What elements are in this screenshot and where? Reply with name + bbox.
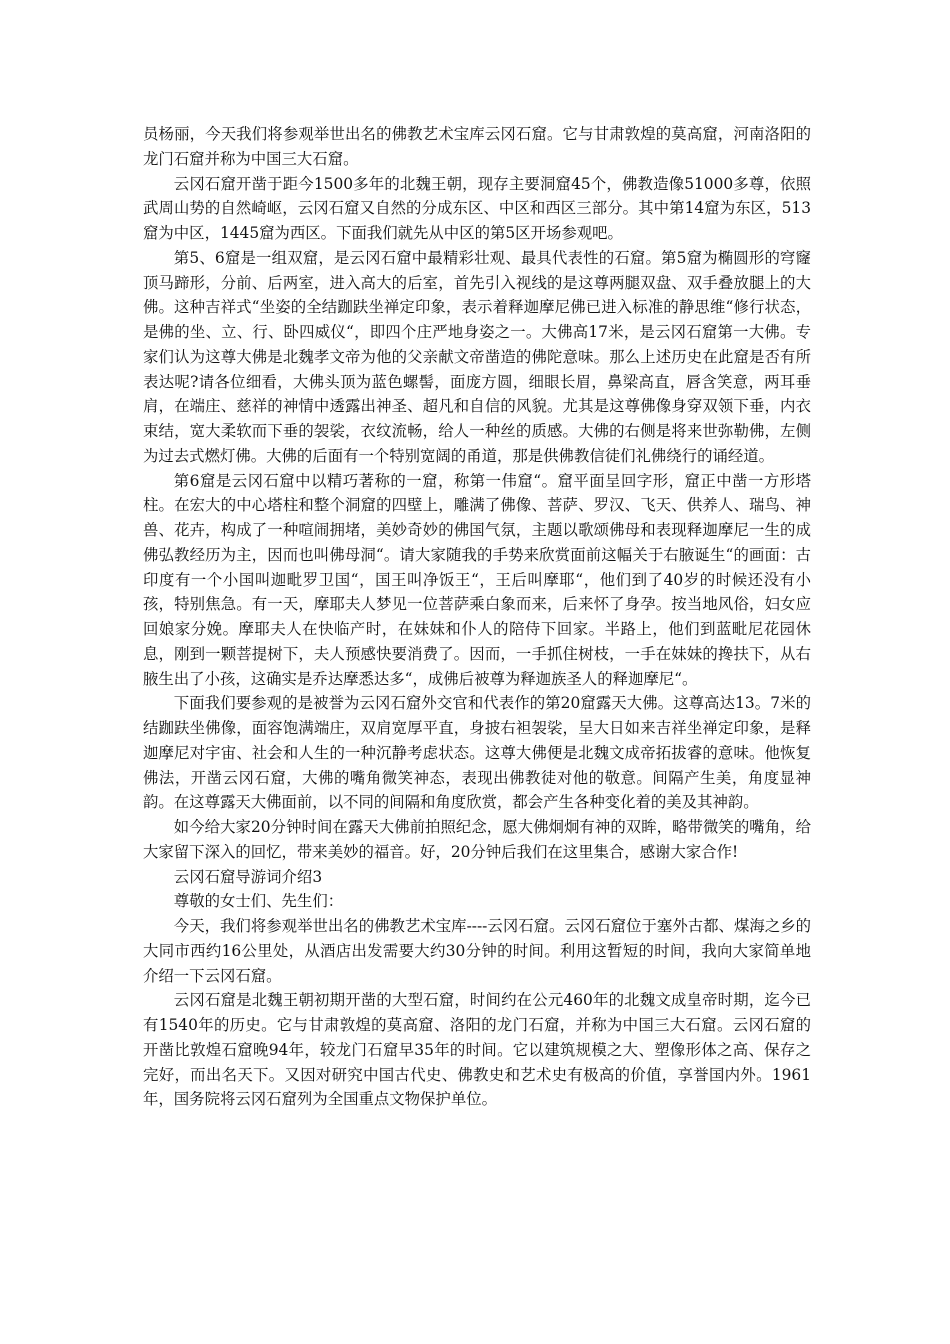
paragraph-2: 云冈石窟开凿于距今1500多年的北魏王朝，现存主要洞窟45个，佛教造像51000多尊，依照武周山势的自然崎岖，云冈石窟又自然的分成东区、中区和西区三部分。其中第14窟为东区，513窟为中区，1445窟为西区。下面我们就先从中区的第5区开场参观吧。 <box>143 174 811 242</box>
greeting: 尊敬的女士们、先生们： <box>173 892 344 911</box>
paragraph-10: 云冈石窟是北魏王朝初期开凿的大型石窟，时间约在公元460年的北魏文成皇帝时期，迄今已有1540年的历史。它与甘肃敦煌的莫高窟、洛阳的龙门石窟，并称为中国三大石窟。云冈石窟的开凿比敦煌石窟晚94年，较龙门石窟早35年的时间。它以建筑规模之大、塑像形体之高、保存之完好，而出名天下。又因对研究中国古代史、佛教史和艺术史有极高的价值，享誉国内外。1961年，国务院将云冈石窟列为全国重点文物保护单位。 <box>143 991 811 1109</box>
paragraph-3: 第5、6窟是一组双窟，是云冈石窟中最精彩壮观、最具代表性的石窟。第5窟为椭圆形的穹窿顶马蹄形，分前、后两室，进入高大的后室，首先引入视线的是这尊两腿双盘、双手叠放腿上的大佛。这种吉祥式“坐姿的全结跏趺坐禅定印象，表示着释迦摩尼佛已进入标准的静思维“修行状态，是佛的坐、立、行、卧四威仪“，即四个庄严地身姿之一。大佛高17米，是云冈石窟第一大佛。专家们认为这尊大佛是北魏孝文帝为他的父亲献文帝凿造的佛陀意味。那么上述历史在此窟是否有所表达呢?请各位细看，大佛头顶为蓝色螺髻，面庞方圆，细眼长眉，鼻梁高直，唇含笑意，两耳垂肩，在端庄、慈祥的神情中透露出神圣、超凡和自信的风貌。尤其是这尊佛像身穿双领下垂，内衣束结，宽大柔软而下垂的袈裟，衣纹流畅，给人一种丝的质感。大佛的右侧是将来世弥勒佛，左侧为过去式燃灯佛。大佛的后面有一个特别宽阔的甬道，那是供佛教信徒们礼佛绕行的诵经道。 <box>143 248 811 465</box>
paragraph-9: 今天，我们将参观举世出名的佛教艺术宝库----云冈石窟。云冈石窟位于塞外古都、煤海之乡的大同市西约16公里处，从酒店出发需要大约30分钟的时间。利用这暂短的时间，我向大家简单地介绍一下云冈石窟。 <box>143 917 811 985</box>
paragraph-1: 员杨丽，今天我们将参观举世出名的佛教艺术宝库云冈石窟。它与甘肃敦煌的莫高窟，河南洛阳的龙门石窟并称为中国三大石窟。 <box>143 125 811 168</box>
paragraph-4: 第6窟是云冈石窟中以精巧著称的一窟，称第一伟窟“。窟平面呈回字形，窟正中凿一方形塔柱。在宏大的中心塔柱和整个洞窟的四壁上，雕满了佛像、菩萨、罗汉、飞天、供养人、瑞鸟、神兽、花卉，构成了一种喧闹拥堵，美妙奇妙的佛国气氛，主题以歌颂佛母和表现释迦摩尼一生的成佛弘教经历为主，因而也叫佛母洞“。请大家随我的手势来欣赏面前这幅关于右腋诞生“的画面：古印度有一个小国叫迦毗罗卫国“，国王叫净饭王“，王后叫摩耶“，他们到了40岁的时候还没有小孩，特别焦急。有一天，摩耶夫人梦见一位菩萨乘白象而来，后来怀了身孕。按当地风俗，妇女应回娘家分娩。摩耶夫人在快临产时，在妹妹和仆人的陪侍下回家。半路上，他们到蓝毗尼花园休息，刚到一颗菩提树下，夫人预感快要消费了。因而，一手抓住树枝，一手在妹妹的搀扶下，从右腋生出了小孩，这确实是乔达摩悉达多“，成佛后被尊为释迦族圣人的释迦摩尼“。 <box>143 471 811 688</box>
document-body <box>143 122 811 1112</box>
section-heading: 云冈石窟导游词介绍3 <box>173 867 323 886</box>
paragraph-5: 下面我们要参观的是被誉为云冈石窟外交官和代表作的第20窟露天大佛。这尊高达13。7米的结跏趺坐佛像，面容饱满端庄，双肩宽厚平直，身披右袒袈裟，呈大日如来吉祥坐禅定印象，是释迦摩尼对宇宙、社会和人生的一种沉静考虑状态。这尊大佛便是北魏文成帝拓拔睿的意味。他恢复佛法，开凿云冈石窟，大佛的嘴角微笑神态，表现出佛教徒对他的敬意。间隔产生美，角度显神韵。在这尊露天大佛面前，以不同的间隔和角度欣赏，都会产生各种变化着的美及其神韵。 <box>143 694 811 812</box>
paragraph-6: 如今给大家20分钟时间在露天大佛前拍照纪念，愿大佛炯炯有神的双眸，略带微笑的嘴角，给大家留下深入的回忆，带来美妙的福音。好，20分钟后我们在这里集合，感谢大家合作! <box>143 818 811 861</box>
